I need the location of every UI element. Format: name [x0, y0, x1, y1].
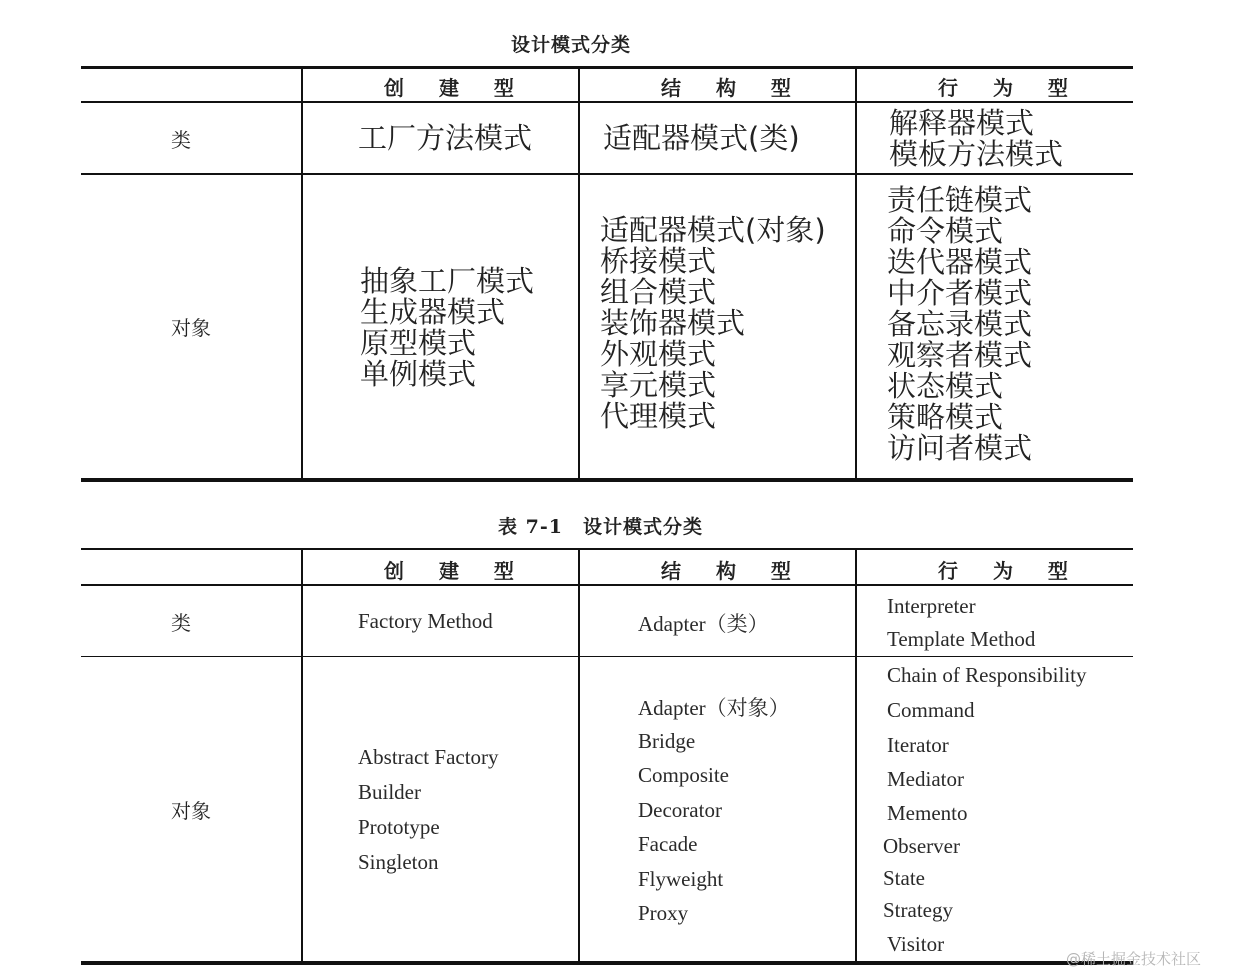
table2-header-structural: 结 构 型	[661, 559, 805, 583]
pattern-item: 抽象工厂模式	[360, 264, 535, 298]
pattern-item: State	[883, 866, 925, 890]
pattern-item: Abstract Factory	[358, 745, 499, 769]
table1-cell-class-structural	[603, 123, 800, 154]
pattern-item: Bridge	[638, 729, 696, 753]
table1-cell-object-structural	[600, 215, 826, 432]
pattern-item: 策略模式	[887, 400, 1004, 434]
pattern-item: Chain of Responsibility	[887, 663, 1087, 687]
table1-row-label-class: 类	[171, 128, 191, 152]
table1-header-structural: 结 构 型	[661, 76, 805, 100]
pattern-item: 模板方法模式	[889, 137, 1064, 171]
table1-col-divider-1	[301, 67, 303, 480]
table2-cell-class-behavioral-template: Template Method	[887, 627, 1036, 651]
pattern-item: 外观模式	[600, 337, 717, 371]
pattern-item: Visitor	[887, 932, 945, 956]
pattern-item: Mediator	[887, 767, 964, 791]
pattern-item: 代理模式	[600, 399, 717, 433]
table2-cell-class-creational: Factory Method	[358, 609, 493, 633]
pattern-item: Flyweight	[638, 867, 724, 891]
pattern-item: Prototype	[358, 815, 440, 839]
table1-header-rule	[81, 101, 1133, 103]
table2-cell-class-behavioral-interpreter: Interpreter	[887, 594, 976, 618]
table1-cell-object-behavioral	[887, 185, 1032, 464]
pattern-item: 单例模式	[360, 357, 477, 391]
table1-header-creational: 创 建 型	[384, 76, 528, 100]
pattern-item: 责任链模式	[887, 183, 1033, 217]
pattern-item: 适配器模式(类)	[603, 121, 800, 155]
pattern-item: 迭代器模式	[887, 245, 1033, 279]
pattern-item: Builder	[358, 780, 421, 804]
table1-col-divider-3	[855, 67, 857, 480]
pattern-item: 备忘录模式	[887, 307, 1033, 341]
table2-row-label-class: 类	[171, 611, 191, 635]
pattern-item: Decorator	[638, 798, 722, 822]
pattern-item: 组合模式	[600, 275, 717, 309]
pattern-item: 享元模式	[600, 368, 717, 402]
pattern-item: Command	[887, 698, 975, 722]
pattern-item: Singleton	[358, 850, 439, 874]
table2-bottom-rule	[81, 961, 1133, 965]
pattern-item: 观察者模式	[887, 338, 1033, 372]
table2-header-rule	[81, 584, 1133, 586]
pattern-item: Composite	[638, 763, 730, 787]
pattern-item: 解释器模式	[889, 106, 1035, 140]
table2-col-divider-2	[578, 549, 580, 963]
pattern-item: Adapter（对象）	[638, 696, 790, 720]
pattern-item: Facade	[638, 832, 698, 856]
table1-cell-class-creational	[358, 123, 532, 154]
pattern-item: 装饰器模式	[600, 306, 746, 340]
table2-caption: 表 7-1 设计模式分类	[498, 516, 703, 538]
table1-row-rule	[81, 173, 1133, 175]
pattern-item: 状态模式	[887, 369, 1004, 403]
table2-cell-class-structural: Adapter（类）	[638, 612, 769, 636]
pattern-item: Proxy	[638, 901, 689, 925]
pattern-item: 命令模式	[887, 214, 1004, 248]
table2-col-divider-3	[855, 549, 857, 963]
table1-row-label-object: 对象	[171, 316, 211, 340]
table1-caption: 设计模式分类	[511, 34, 632, 56]
table2-col-divider-1	[301, 549, 303, 963]
pattern-item: 适配器模式(对象)	[600, 213, 826, 247]
table2-header-creational: 创 建 型	[384, 559, 528, 583]
table1-col-divider-2	[578, 67, 580, 480]
pattern-item: Strategy	[883, 898, 953, 922]
pattern-item: 生成器模式	[360, 295, 506, 329]
pattern-item: 桥接模式	[600, 244, 717, 278]
table1-top-rule	[81, 66, 1133, 69]
pattern-item: 工厂方法模式	[358, 121, 533, 155]
table1-cell-class-behavioral	[889, 108, 1063, 170]
table2-row-rule	[81, 656, 1133, 657]
table2-header-behavioral: 行 为 型	[938, 559, 1082, 583]
table2-row-label-object: 对象	[171, 799, 211, 823]
table1-bottom-rule	[81, 478, 1133, 482]
pattern-item: 中介者模式	[887, 276, 1033, 310]
table1-header-behavioral: 行 为 型	[938, 76, 1082, 100]
watermark: @稀土掘金技术社区	[1066, 950, 1202, 968]
pattern-item: Observer	[883, 834, 960, 858]
table2-top-rule	[81, 548, 1133, 550]
pattern-item: 原型模式	[360, 326, 477, 360]
pattern-item: 访问者模式	[887, 431, 1033, 465]
pattern-item: Memento	[887, 801, 968, 825]
table1-cell-object-creational	[360, 266, 534, 390]
pattern-item: Iterator	[887, 733, 949, 757]
